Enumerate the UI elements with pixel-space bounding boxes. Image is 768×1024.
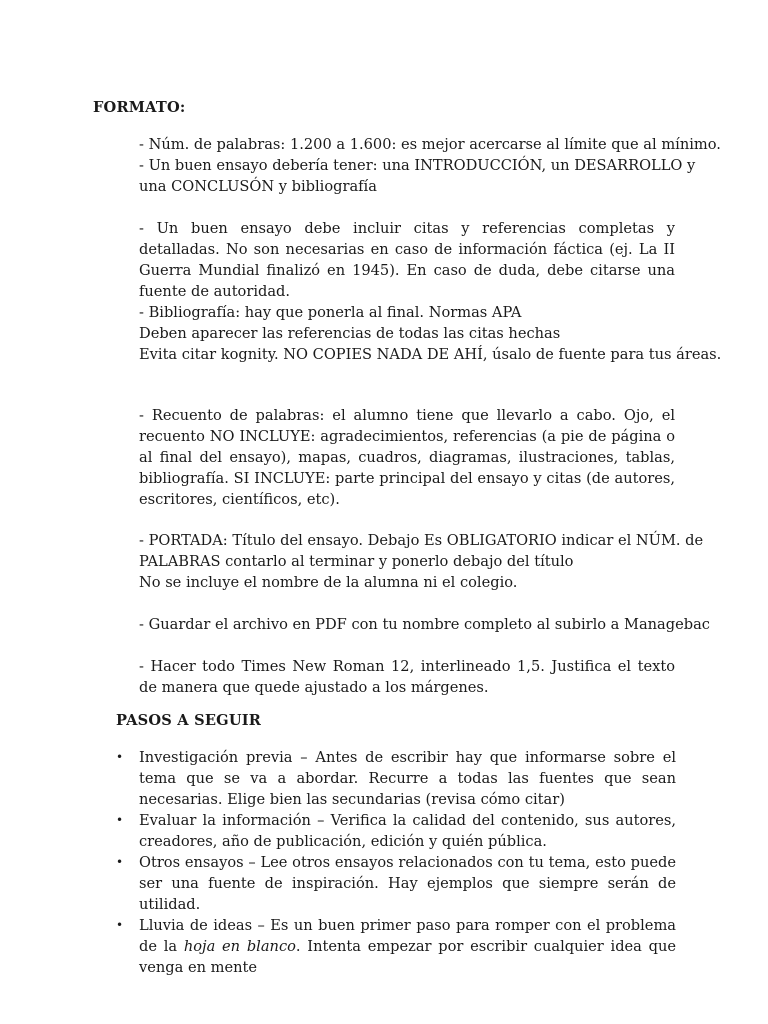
bullet-icon: • xyxy=(116,813,124,827)
structure-line-2: una CONCLUSÓN y bibliografía xyxy=(139,178,377,195)
bullet-icon: • xyxy=(116,750,124,764)
bibliografia-line-3: Evita citar kognity. NO COPIES NADA DE AHÍ, úsalo de fuente para tus áreas. xyxy=(139,346,722,363)
formato-heading: FORMATO: xyxy=(93,99,186,116)
list-item-text: Investigación previa – Antes de escribir hay que informarse sobre el tema que se va a abordar. Recurre a todas las fuentes que sean necesarias. Elige bien las secundarias (revisa cómo citar) xyxy=(139,749,676,808)
bibliografia-line-2: Deben aparecer las referencias de todas las citas hechas xyxy=(139,325,561,342)
fuente-paragraph: - Hacer todo Times New Roman 12, interlineado 1,5. Justifica el texto de manera que quede ajustado a los márgenes. xyxy=(139,658,675,696)
word-count-block xyxy=(139,134,721,197)
list-item-text-end: . Intenta empezar por escribir cualquier idea que venga en mente xyxy=(139,938,677,976)
list-item xyxy=(114,915,676,978)
portada-line-2: PALABRAS contarlo al terminar y ponerlo debajo del título xyxy=(139,553,574,570)
list-item xyxy=(114,810,676,852)
portada-block xyxy=(139,530,704,593)
list-item-text-start: Lluvia de ideas – Es un buen primer paso para romper con el problema de la xyxy=(139,917,676,955)
list-item xyxy=(114,852,676,915)
list-item-italic-phrase: hoja en blanco xyxy=(183,938,296,955)
list-item-text: Evaluar la información – Verifica la calidad del contenido, sus autores, creadores, año de publicación, edición y quién pública. xyxy=(139,812,676,850)
word-count-line: - Núm. de palabras: 1.200 a 1.600: es mejor acercarse al límite que al mínimo. xyxy=(139,136,721,153)
bullet-icon: • xyxy=(116,918,124,932)
portada-line-1: - PORTADA: Título del ensayo. Debajo Es OBLIGATORIO indicar el NÚM. de xyxy=(139,532,704,549)
list-item-text: Otros ensayos – Lee otros ensayos relacionados con tu tema, esto puede ser una fuente de inspiración. Hay ejemplos que siempre serán de utilidad. xyxy=(139,854,676,913)
pasos-list xyxy=(114,747,676,978)
bibliografia-block xyxy=(139,302,722,365)
guardar-line: - Guardar el archivo en PDF con tu nombre completo al subirlo a Managebac xyxy=(139,616,710,633)
recuento-paragraph: - Recuento de palabras: el alumno tiene que llevarlo a cabo. Ojo, el recuento NO INCLUYE: agradecimientos, referencias (a pie de página o al final del ensayo), mapas, cuadros, diagramas, ilustraciones, tablas, bibliografía. SI INCLUYE: parte principal del ensayo y citas (de autores, escritores, científicos, etc). xyxy=(139,407,675,508)
list-item xyxy=(114,747,676,810)
citas-paragraph: - Un buen ensayo debe incluir citas y referencias completas y detalladas. No son necesarias en caso de información fáctica (ej. La II Guerra Mundial finalizó en 1945). En caso de duda, debe citarse una fuente de autoridad. xyxy=(139,220,675,300)
bullet-icon: • xyxy=(116,855,124,869)
list-item-text xyxy=(139,917,676,976)
guardar-paragraph xyxy=(139,614,710,635)
pasos-heading: PASOS A SEGUIR xyxy=(116,712,262,729)
bibliografia-line-1: - Bibliografía: hay que ponerla al final. Normas APA xyxy=(139,304,522,321)
portada-line-3: No se incluye el nombre de la alumna ni el colegio. xyxy=(139,574,518,591)
structure-line-1: - Un buen ensayo debería tener: una INTRODUCCIÓN, un DESARROLLO y xyxy=(139,157,696,174)
